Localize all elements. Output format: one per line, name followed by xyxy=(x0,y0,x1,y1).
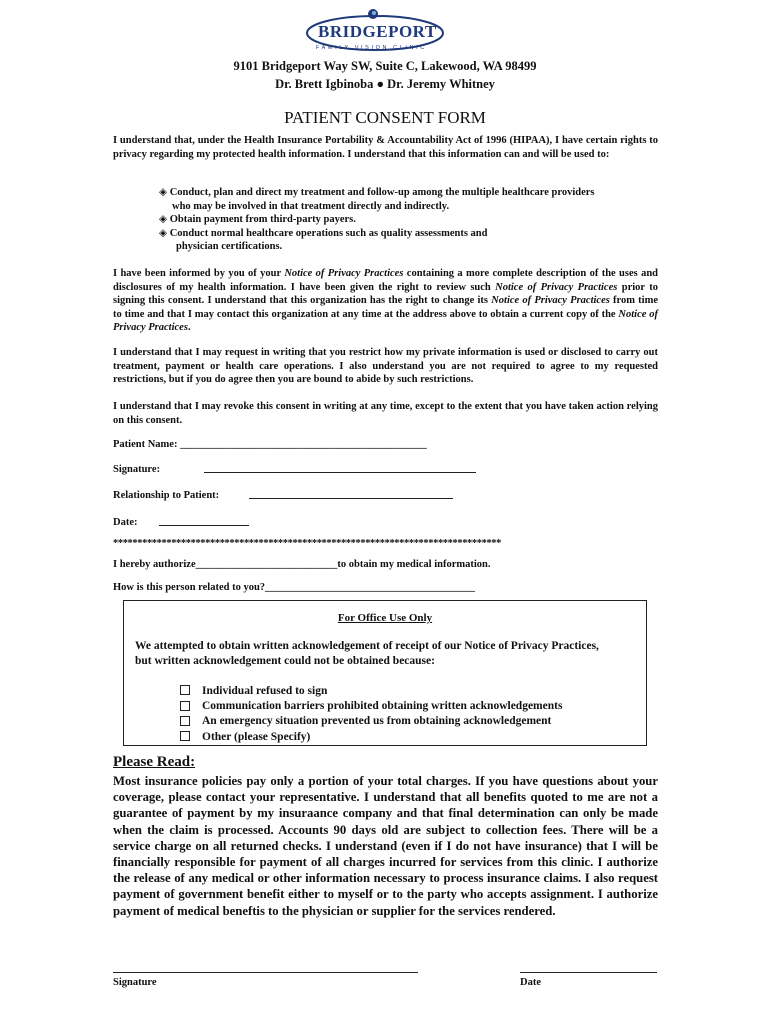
office-use-box xyxy=(123,600,647,746)
footer-signature-line[interactable] xyxy=(113,972,418,973)
signature-line[interactable] xyxy=(204,472,476,473)
signature-label: Signature: xyxy=(113,464,161,475)
relationship-label: Relationship to Patient: xyxy=(113,490,220,501)
option-barriers[interactable]: Communication barriers prohibited obtaining written acknowledgements xyxy=(180,699,562,714)
bullet-item-cont: who may be involved in that treatment directly and indirectly. xyxy=(172,200,450,212)
footer-signature-label: Signature xyxy=(113,977,157,988)
patient-name-field[interactable]: Patient Name: _______________________________________________ xyxy=(113,439,427,450)
option-refused[interactable]: Individual refused to sign xyxy=(180,684,562,699)
please-read-text: Most insurance policies pay only a portion of your total charges. If you have questions about your coverage, please contact your representative. I understand that all benefits quoted to me are not a guarantee of payment by my insuraance company and that final determination can only be made when the claim is processed. Accounts 90 days old are subject to collection fees. There will be a service charge on all returned checks. I understand (even if I do not have insurance) that I will be financially responsible for payment of all charges incurred for services from this clinic. I authorize the release of any medical or other information necessary to process insurance claims. I also request payment of government benefit either to myself or to the party who accepts assignment. I authorize payment of medical beneftis to the physician or supplier for the services rendered. xyxy=(113,774,658,918)
date-line[interactable] xyxy=(159,525,249,526)
logo-tagline: FAMILY VISION CLINIC xyxy=(316,45,427,51)
bullet-item: ◈ Conduct normal healthcare operations such as quality assessments and xyxy=(159,227,488,239)
consent-bullets xyxy=(159,186,659,254)
office-text: We attempted to obtain written acknowledgement of receipt of our Notice of Privacy Practices, but written acknowledgement could not be obtained because: xyxy=(135,640,599,667)
privacy-notice-paragraph: I have been informed by you of your Notice of Privacy Practices containing a more complete description of the uses and disclosures of my health information. I have been given the right to review such Notice of Privacy Practices prior to signing this consent. I understand that this organization has the right to change its Notice of Privacy Practices from time to time and that I may contact this organization at any time at the address above to obtain a current copy of the Notice of Privacy Practices. xyxy=(113,268,659,334)
checkbox[interactable] xyxy=(180,701,190,711)
footer-date-line[interactable] xyxy=(520,972,657,973)
authorize-field[interactable]: I hereby authorize___________________________to obtain my medical information. xyxy=(113,559,491,570)
checkbox[interactable] xyxy=(180,731,190,741)
option-emergency[interactable]: An emergency situation prevented us from obtaining acknowledgement xyxy=(180,714,562,729)
office-options xyxy=(180,684,562,745)
clinic-doctors: Dr. Brett Igbinoba ● Dr. Jeremy Whitney xyxy=(275,77,495,91)
diamond-icon: ◈ xyxy=(159,187,168,198)
intro-paragraph: I understand that, under the Health Insurance Portability & Accountability Act of 1996 (HIPAA), I have certain rights to privacy regarding my protected health information. I understand that this information can and will be used to: xyxy=(113,135,658,160)
date-label: Date: xyxy=(113,517,138,528)
logo-name: BRIDGEPORT xyxy=(318,22,437,41)
checkbox[interactable] xyxy=(180,716,190,726)
footer-date-label: Date xyxy=(520,977,541,988)
diamond-icon: ◈ xyxy=(159,227,168,239)
bullet-item-cont: physician certifications. xyxy=(176,241,283,253)
revoke-paragraph: I understand that I may revoke this consent in writing at any time, except to the extent that you have taken action relying on this consent. xyxy=(113,401,658,426)
relation-field[interactable]: How is this person related to you?________________________________________ xyxy=(113,582,476,593)
page-title: PATIENT CONSENT FORM xyxy=(284,108,486,127)
restriction-paragraph: I understand that I may request in writing that you restrict how my private information is used or disclosed to carry out treatment, payment or health care operations. I also understand you are not required to agree to my requested restrictions, but if you do agree then you are bound to abide by such restrictions. xyxy=(113,347,658,386)
checkbox[interactable] xyxy=(180,685,190,695)
bullet-item: ◈ Obtain payment from third-party payers. xyxy=(159,214,356,226)
please-read-heading: Please Read: xyxy=(113,754,196,770)
office-title: For Office Use Only xyxy=(337,612,433,624)
separator: ******************************************************************************** xyxy=(113,538,502,549)
clinic-address: 9101 Bridgeport Way SW, Suite C, Lakewood, WA 98499 xyxy=(233,59,537,73)
diamond-icon: ◈ xyxy=(159,214,168,226)
option-other[interactable]: Other (please Specify) xyxy=(180,730,562,745)
relationship-line[interactable] xyxy=(249,498,453,499)
bullet-item: ◈ Conduct, plan and direct my treatment and follow-up among the multiple healthcare providers xyxy=(159,187,595,198)
